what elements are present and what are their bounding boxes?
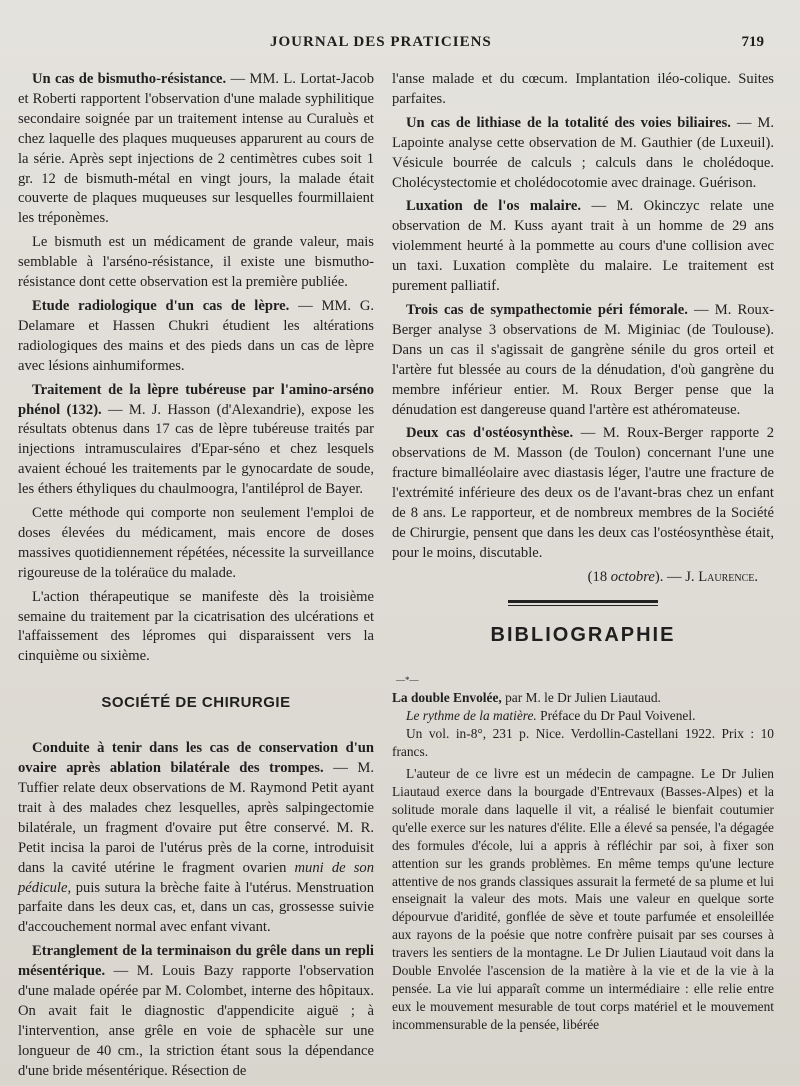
date-open: (18 [587,568,611,585]
article-body: — M. J. Hasson (d'Alexandrie), expose les résultats obtenus dans 17 cas de lèpre tubéreuse traités par injections intramusculaires d'Epar-séno et chez lesquels avaient échoué les traitements par le gynocardate de soude, les éthers éthyliques du chaulmoogra, l'antiléprol de Bayer. [18,401,374,498]
article-title: Etude radiologique d'un cas de lèpre. [32,297,290,314]
article-lepre-radiologie [18,297,374,377]
page-number: 719 [741,34,764,50]
journal-title: JOURNAL DES PRATICIENS [270,34,492,50]
article-body: — M. Roux-Berger analyse 3 observations de M. Miginiac (de Toulouse). Dans un cas il s'agissait de gangrène sénile du gros orteil et l'artère fut blessée au cours de la dénudation, d'où gangrène du membre inférieur entier. M. Roux Berger pense que la dénudation est dangereuse quand l'artère est athéromateuse. [392,301,774,418]
left-column [18,70,374,1086]
article-osteosynthese [392,424,774,563]
article-body-end: , puis sutura la brèche faite à l'utérus. Menstruation parfaite dans les deux cas, et, dans un cas, grossesse suivie d'accouchement normal avec enfant vivant. [18,879,374,936]
book-author: par M. le Dr Julien Liautaud. [501,690,661,706]
article-body: — M. Louis Bazy rapporte l'observation d'une malade opérée par M. Colombet, interne des hôpitaux. On avait fait le diagnostic d'appendicite aiguë ; à l'intervention, anse grêle en voie de sphacèle sur une longueur de 40 cm., la striction étant sous la dépendance d'une bride mésentérique. Résection de [18,963,374,1079]
paragraph: Le bismuth est un médicament de grande valeur, mais semblable à l'arséno-résistance, il existe une bismutho-résistance dont cette observation est la première publiée. [18,234,374,291]
paragraph: Cette méthode qui comporte non seulement l'emploi de doses élevées du médicament, mais encore de doses massives quotidiennement répétées, nécessite la surveillance rigoureuse de la toléraüce du malade. [18,505,374,581]
article-body: — MM. L. Lortat-Jacob et Roberti rapportent l'observation d'une malade syphilitique secondaire soignée par un traitement intense au Curaluès et chez laquelle des plaques muqueuses apparurent au cours de la série. Après sept injections de 2 centimètres cubes soit 1 gr. 12 de bismuth-métal en vingt jours, la malade était couverte de plaques muqueuses sur lesquelles fourmillaient les tréponèmes. [18,71,374,227]
article-luxation-malaire [392,197,774,297]
article-title: Un cas de bismutho-résistance. [32,71,227,87]
article-italic: muni de son pédicule [18,859,374,896]
article-title: Luxation de l'os malaire. [406,198,582,215]
section-heading-bibliographie: BIBLIOGRAPHIE [490,623,676,646]
article-title: Traitement de la lèpre tubéreuse par l'amino-arséno phénol (132). [18,381,374,418]
book-preface: Préface du Dr Paul Voivenel. [536,708,696,724]
article-title: Etranglement de la terminaison du grêle dans un repli mésentérique. [18,943,374,980]
article-title: Deux cas d'ostéosynthèse. [406,425,574,442]
book-mark [392,670,774,690]
book-subtitle: Le rythme de la matière. [406,708,537,724]
right-column [392,70,774,1034]
paragraph: L'action thérapeutique se manifeste dès la troisième semaine du traitement par la cicatrisation des ulcérations et l'affaissement des lépromes qui disparaissent vers la cinquième ou sixième. [18,588,374,665]
article-lithiase-biliaire [392,114,774,194]
book-review: L'auteur de ce livre est un médecin de campagne. Le Dr Julien Liautaud exerce dans la bourgade d'Entrevaux (Basses-Alpes) et la solitude morale dans laquelle il vit, a réalisé le bienfait coutumier qu'elle exerce sur les natures d'élite. Elle a élevé sa pensée, l'a dégagée des formules d'école, lui a appris à réfléchir par soi, à fixer son attention sur les grands problèmes. En même temps qu'une lecture attentive de nos grands classiques assurait la fermeté de sa plume et lui enseignait la valeur des mots. Mais une valeur en quelque sorte dépourvue d'aridité, gonflée de sève et toute parfumée et ensoleillée aux rayons de la poésie que notre confrère puisait par ses courses à travers les sentiers de la montagne. Le Dr Julien Liautaud voit dans la Double Envolée l'ascension de la matière à la vie et de la vie à la pensée. La vie lui apparaît comme un intermédiaire : elle relie entre eux le mouvement mesurable de tout corps matériel et le mouvement incommensurable de la pensée, libérée [392,766,774,1032]
book-title: La double Envolée, [392,690,502,706]
article-body: — M. Tuffier relate deux observations de M. Raymond Petit ayant trait à des malades chez lesquelles, après salpingectomie bilatérale, un fragment d'ovaire put être conservé. M. R. Petit incisa la paroi de l'utérus près de la corne, introduisit dans la cavité utérine le fragment ovarien [18,760,375,876]
double-rule-divider [508,600,658,606]
book-citation [392,689,774,707]
signature-line [392,568,774,588]
article-body: — M. Roux-Berger rapporte 2 observations de M. Masson (de Toulon) concernant l'une une fracture bimalléolaire avec diastasis léger, l'autre une fracture de l'extrémité inférieure des deux os de l'avant-bras chez un enfant de 8 ans. Le rapporteur, et de nombreux membres de la Société de Chirurgie, pensent que dans les deux cas l'ostéosynthèse était, pour le moins, discutable. [392,425,774,561]
article-title: Un cas de lithiase de la totalité des voies biliaires. [406,114,731,131]
article-conservation-ovaire [18,739,374,938]
date-month: octobre [610,568,655,585]
book-entry [392,670,774,1034]
article-etranglement-grele [18,942,374,1081]
running-header [0,32,800,54]
book-details: Un vol. in-8°, 231 p. Nice. Verdollin-Castellani 1922. Prix : 10 francs. [392,726,774,760]
paragraph-continued: l'anse malade et du cœcum. Implantation iléo-colique. Suites parfaites. [392,71,774,107]
signature-author: — J. Laurence. [663,568,758,585]
article-body: — MM. G. Delamare et Hassen Chukri étudient les altérations radiologiques des mains et des pieds dans un cas de lèpre avec lésions ainhumiformes. [18,297,375,374]
article-title: Conduite à tenir dans les cas de conservation d'un ovaire après ablation bilatérale des trompes. [18,740,374,777]
article-title: Trois cas de sympathectomie péri fémorale. [406,301,688,318]
date-close: ). [654,568,664,585]
article-lepre-traitement [18,381,374,500]
book-subtitle-line [392,707,774,725]
article-bismutho-resistance [18,70,374,229]
article-sympathectomie [392,301,774,420]
section-heading-chirurgie: SOCIÉTÉ DE CHIRURGIE [101,694,291,712]
article-body: — M. Okinczyc relate une observation de M. Kuss ayant trait à un homme de 29 ans violemment heurté à la pommette au cours d'une collision avec un taxi. Luxation complète du malaire. Le traitement est purement palliatif. [392,198,774,295]
article-body: — M. Lapointe analyse cette observation de M. Gauthier (de Luxeuil). Vésicule bourrée de calculs ; calculs dans le cholédoque. Cholécystectomie et cholédocotomie avec drainage. Guérison. [392,114,774,191]
ornament-mark: —*— [396,674,419,685]
